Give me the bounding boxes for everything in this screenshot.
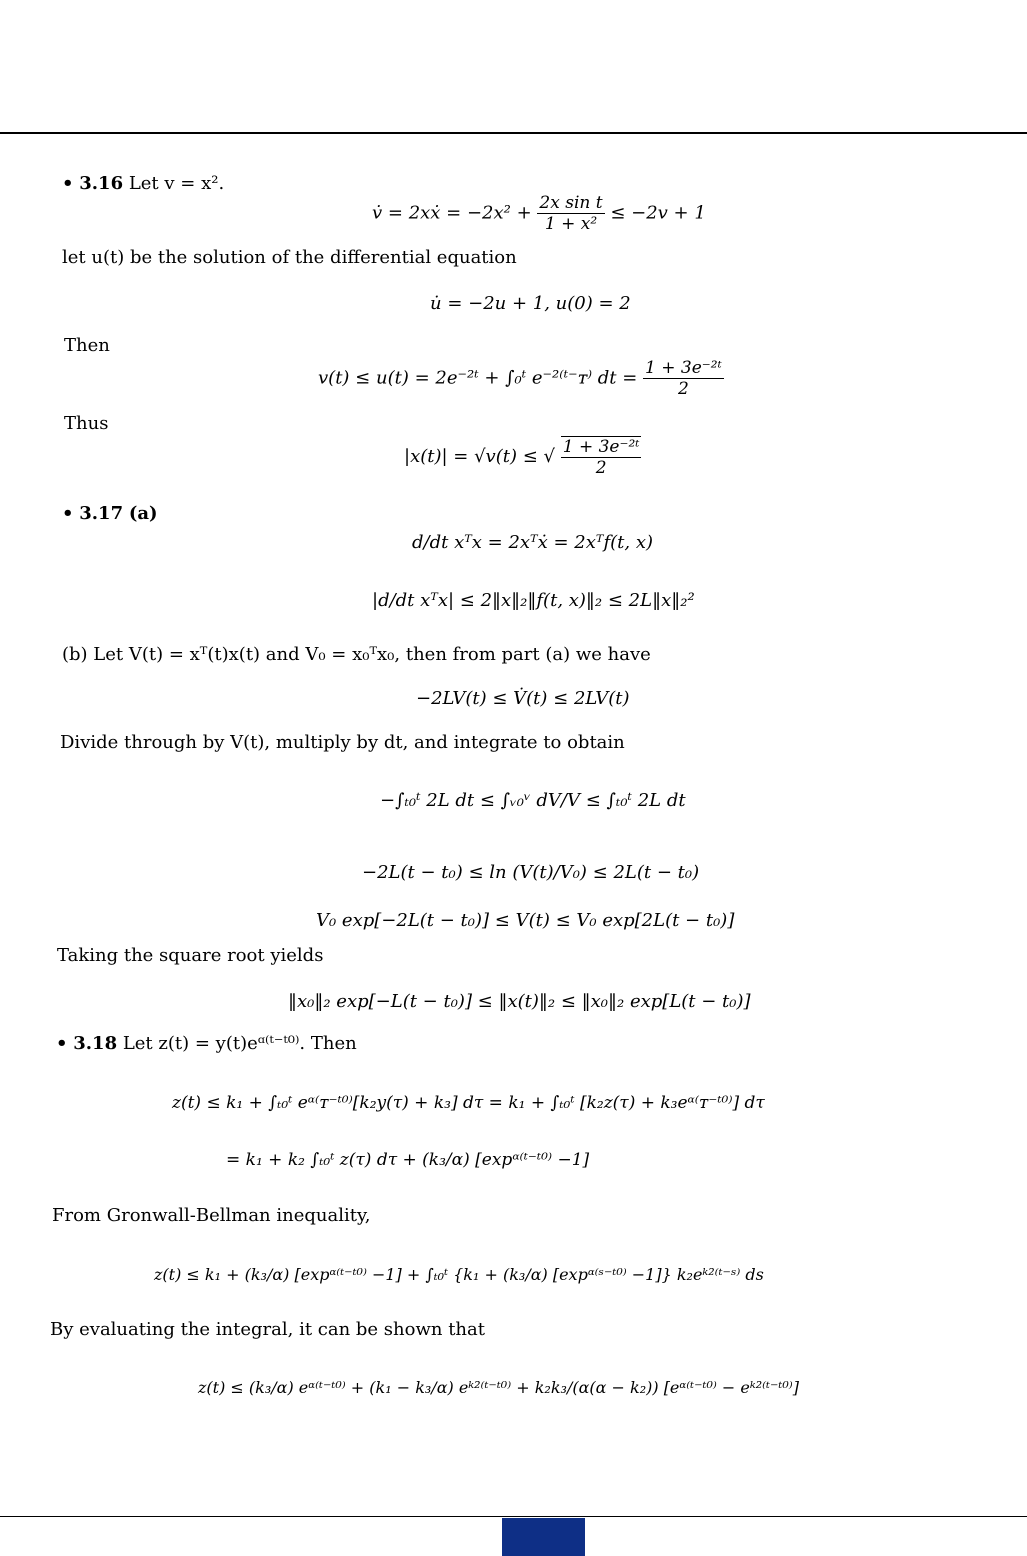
- equation-rhs: ≤ −2v + 1: [610, 202, 706, 224]
- text-then: Then: [64, 335, 110, 356]
- equation-v-dot-bound: −2LV(t) ≤ V̇(t) ≤ 2LV(t): [416, 688, 630, 709]
- problem-3-18-heading: • 3.18 Let z(t) = y(t)eᵅ⁽ᵗ⁻ᵗ⁰⁾. Then: [56, 1033, 357, 1054]
- equation-lhs: v(t) ≤ u(t) = 2e⁻²ᵗ + ∫₀ᵗ e⁻²⁽ᵗ⁻ᴛ⁾ dt =: [318, 367, 638, 389]
- denominator: 2: [678, 379, 689, 399]
- text-thus: Thus: [64, 413, 109, 434]
- equation-norm-bound: ‖x₀‖₂ exp[−L(t − t₀)] ≤ ‖x(t)‖₂ ≤ ‖x₀‖₂ exp[L(t − t₀)]: [288, 991, 751, 1012]
- equation-log: −2L(t − t₀) ≤ ln (V(t)/V₀) ≤ 2L(t − t₀): [362, 862, 700, 883]
- equation-derivative: d/dt xᵀx = 2xᵀẋ = 2xᵀf(t, x): [412, 532, 653, 553]
- problem-intro: Let v = x².: [128, 173, 225, 194]
- equation-lhs: |x(t)| = √v(t) ≤ √: [404, 446, 555, 467]
- header-rule: [0, 132, 1027, 134]
- equation-gronwall: z(t) ≤ k₁ + (k₃/α) [expᵅ⁽ᵗ⁻ᵗ⁰⁾ −1] + ∫ₜ₀ᵗ {k₁ + (k₃/α) [expᵅ⁽ˢ⁻ᵗ⁰⁾ −1]} k₂eᵏ²⁽ᵗ⁻ˢ⁾ ds: [154, 1265, 764, 1284]
- fraction: [643, 358, 724, 399]
- denominator: 2: [595, 458, 607, 478]
- page-tab: [502, 1518, 585, 1556]
- problem-label: 3.18: [73, 1033, 118, 1054]
- text-evaluate: By evaluating the integral, it can be shown that: [50, 1319, 485, 1340]
- problem-3-16-heading: • 3.16 Let v = x².: [62, 173, 225, 194]
- equation-final: z(t) ≤ (k₃/α) eᵅ⁽ᵗ⁻ᵗ⁰⁾ + (k₁ − k₃/α) eᵏ²⁽ᵗ⁻ᵗ⁰⁾ + k₂k₃/(α(α − k₂)) [eᵅ⁽ᵗ⁻ᵗ⁰⁾ − eᵏ²⁽ᵗ⁻ᵗ⁰⁾]: [198, 1378, 799, 1397]
- problem-intro: Let z(t) = y(t)eᵅ⁽ᵗ⁻ᵗ⁰⁾. Then: [122, 1033, 357, 1054]
- equation-exp: V₀ exp[−2L(t − t₀)] ≤ V(t) ≤ V₀ exp[2L(t − t₀)]: [316, 910, 735, 931]
- numerator: 1 + 3e⁻²ᵗ: [562, 437, 640, 457]
- text-solution-intro: let u(t) be the solution of the differential equation: [62, 247, 517, 268]
- denominator: 1 + x²: [544, 214, 598, 234]
- equation-integral: −∫ₜ₀ᵗ 2L dt ≤ ∫ᵥ₀ᵛ dV/V ≤ ∫ₜ₀ᵗ 2L dt: [380, 790, 686, 811]
- equation-v-bound: [318, 358, 724, 399]
- equation-z-second: = k₁ + k₂ ∫ₜ₀ᵗ z(τ) dτ + (k₃/α) [expᵅ⁽ᵗ⁻ᵗ⁰⁾ −1]: [226, 1150, 590, 1170]
- equation-v-dot: [372, 193, 706, 234]
- text-sqrt: Taking the square root yields: [57, 945, 324, 966]
- text-part-b: (b) Let V(t) = xᵀ(t)x(t) and V₀ = x₀ᵀx₀, then from part (a) we have: [62, 644, 651, 665]
- equation-z-first: z(t) ≤ k₁ + ∫ₜ₀ᵗ eᵅ⁽ᴛ⁻ᵗ⁰⁾[k₂y(τ) + k₃] dτ = k₁ + ∫ₜ₀ᵗ [k₂z(τ) + k₃eᵅ⁽ᴛ⁻ᵗ⁰⁾] dτ: [172, 1093, 765, 1113]
- footer-rule: [0, 1516, 1027, 1517]
- text-gronwall: From Gronwall-Bellman inequality,: [52, 1205, 371, 1226]
- numerator: 1 + 3e⁻²ᵗ: [645, 358, 722, 378]
- problem-label: 3.16: [79, 173, 124, 194]
- part-a-label: (a): [128, 503, 158, 524]
- equation-derivative-bound: |d/dt xᵀx| ≤ 2‖x‖₂‖f(t, x)‖₂ ≤ 2L‖x‖₂²: [372, 590, 695, 611]
- fraction: [537, 193, 604, 234]
- fraction: [561, 436, 642, 478]
- problem-3-17-heading: • 3.17 (a): [62, 503, 158, 524]
- problem-label: 3.17: [79, 503, 124, 524]
- numerator: 2x sin t: [539, 193, 603, 213]
- equation-x-bound: [404, 436, 641, 478]
- text-divide: Divide through by V(t), multiply by dt, and integrate to obtain: [60, 732, 625, 753]
- equation-lhs: v̇ = 2xẋ = −2x² +: [372, 202, 532, 224]
- equation-u-dot: u̇ = −2u + 1, u(0) = 2: [430, 293, 631, 314]
